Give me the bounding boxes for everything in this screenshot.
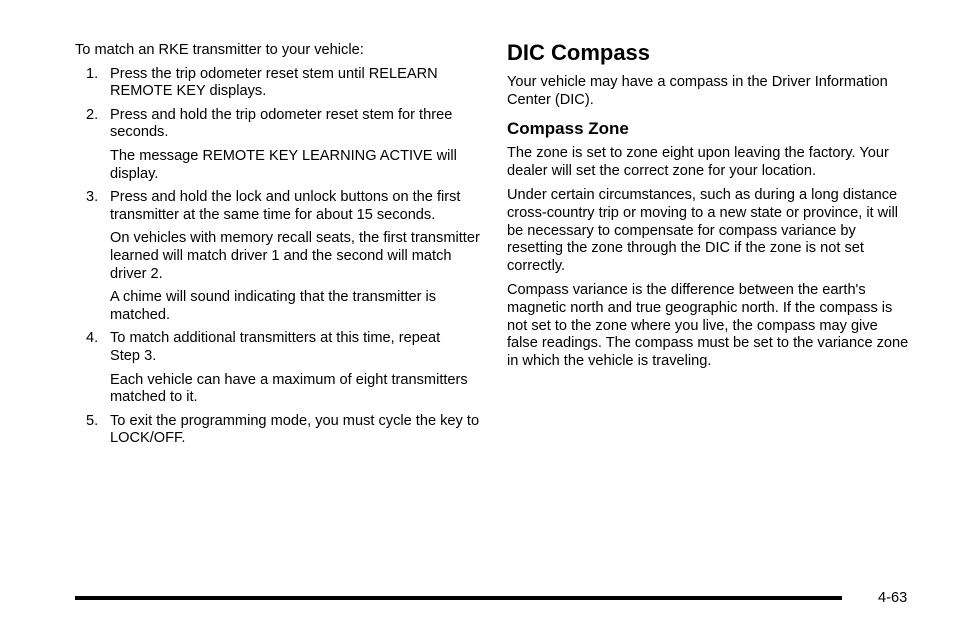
step-number: 4. [86,330,99,347]
footer-rule [75,596,842,600]
step-text: To match additional transmitters at this time, repeat Step 3. [110,330,441,364]
step-text: To exit the programming mode, you must cycle the key to LOCK/OFF. [110,412,480,447]
step-4 [75,330,480,406]
page-number: 4-63 [878,590,908,606]
step-1 [75,66,480,101]
step-note: A chime will sound indicating that the transmitter is matched. [110,289,437,323]
step-number: 2. [86,106,99,123]
step-text: Press the trip odometer reset stem until RELEARN REMOTE KEY displays. [110,65,438,100]
step-note: The message REMOTE KEY LEARNING ACTIVE will display. [110,147,457,182]
left-column [75,42,480,454]
step-text: Press and hold the lock and unlock buttons on the first transmitter at the same time for about 15 seconds. [110,189,461,223]
section-title: DIC Compass [507,40,651,65]
step-number: 3. [86,189,99,206]
right-column [507,40,912,377]
paragraph: Compass variance is the difference between the earth's magnetic north and true geographic north. If the compass is not set to the zone where you live, the compass may give false readings. The compass must be set to the variance zone in which the vehicle is traveling. [507,282,909,369]
paragraph: Under certain circumstances, such as during a long distance cross-country trip or moving to a new state or province, it will be necessary to compensate for compass variance by resetting the zone through the DIC if the zone is not set correctly. [507,187,898,274]
subsection-heading: Compass Zone [507,119,629,139]
step-number: 5. [86,412,99,429]
step-note: Each vehicle can have a maximum of eight transmitters matched to it. [110,371,468,406]
step-2 [75,107,480,183]
rke-intro: To match an RKE transmitter to your vehicle: [75,42,364,58]
step-5 [75,413,480,448]
step-text: Press and hold the trip odometer reset stem for three seconds. [110,106,453,141]
step-note: On vehicles with memory recall seats, the first transmitter learned will match driver 1 and the second will match driver 2. [110,230,480,282]
step-number: 1. [86,65,99,82]
section-intro: Your vehicle may have a compass in the Driver Information Center (DIC). [507,74,888,108]
paragraph: The zone is set to zone eight upon leaving the factory. Your dealer will set the correct zone for your location. [507,145,889,179]
step-3 [75,189,480,324]
